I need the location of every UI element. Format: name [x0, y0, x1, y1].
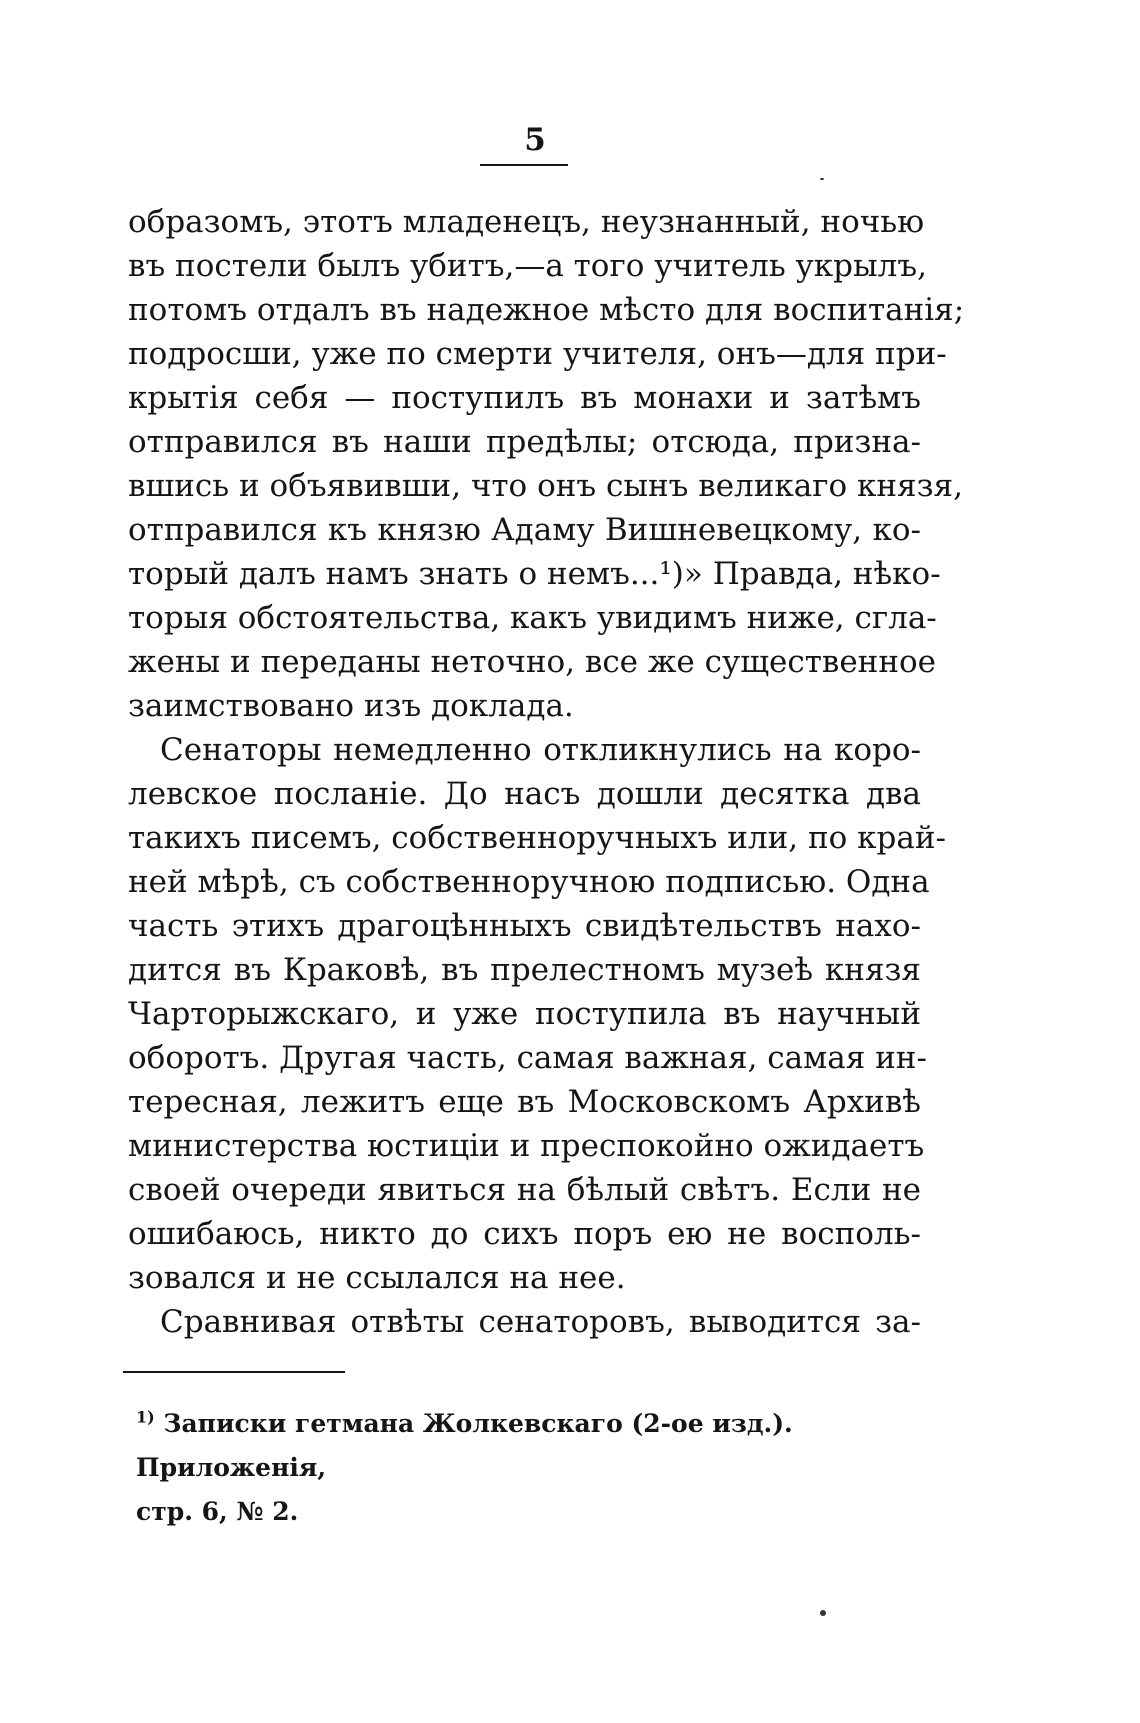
- text-line: своей очереди явиться на бѣлый свѣтъ. Если не: [128, 1172, 921, 1208]
- text-line: левское посланіе. До насъ дошли десятка два: [128, 776, 921, 812]
- footnote-line-2: стр. 6, № 2.: [136, 1497, 299, 1526]
- text-line: Сравнивая отвѣты сенаторовъ, выводится за-: [160, 1304, 921, 1340]
- text-line: вшись и объявивши, что онъ сынъ великаго князя,: [128, 468, 963, 504]
- text-line: отправился къ князю Адаму Вишневецкому, ко-: [128, 512, 921, 548]
- text-line: заимствовано изъ доклада.: [128, 688, 574, 724]
- text-line: крытія себя — поступилъ въ монахи и затѣмъ: [128, 380, 921, 416]
- footnote-rule: [123, 1371, 345, 1373]
- text-line: въ постели былъ убитъ,—а того учитель укрылъ,: [128, 248, 927, 284]
- footnote: [136, 1402, 926, 1534]
- footnote-line-1: [136, 1402, 926, 1490]
- paragraph-1: [128, 200, 965, 728]
- text-line: жены и переданы неточно, все же существенное: [128, 644, 937, 680]
- text-line: министерства юстиціи и преспокойно ожидаетъ: [128, 1128, 925, 1164]
- page-number: 5: [524, 122, 546, 158]
- paragraph-3: [128, 1300, 921, 1344]
- footnote-text: Записки гетмана Жолкевскаго (2-ое изд.). Приложенія,: [136, 1409, 793, 1482]
- text-line: торыя обстоятельства, какъ увидимъ ниже, сгла-: [128, 600, 937, 636]
- footnote-marker: 1): [136, 1407, 155, 1427]
- text-line: Чарторыжскаго, и уже поступила въ научный: [128, 996, 921, 1032]
- text-line: зовался и не ссылался на нее.: [128, 1260, 626, 1296]
- text-line: ней мѣрѣ, съ собственноручною подписью. Одна: [128, 864, 930, 900]
- text-line: отправился въ наши предѣлы; отсюда, призна-: [128, 424, 921, 460]
- text-line: потомъ отдалъ въ надежное мѣсто для воспитанія;: [128, 292, 965, 328]
- text-line: Сенаторы немедленно откликнулись на коро-: [160, 732, 921, 768]
- text-line: часть этихъ драгоцѣнныхъ свидѣтельствъ нахо-: [128, 908, 921, 944]
- text-line: тересная, лежитъ еще въ Московскомъ Архивѣ: [128, 1084, 921, 1120]
- text-line: оборотъ. Другая часть, самая важная, самая ин-: [128, 1040, 927, 1076]
- text-line: подросши, уже по смерти учителя, онъ—для при-: [128, 336, 947, 372]
- text-line: такихъ писемъ, собственноручныхъ или, по край-: [128, 820, 947, 856]
- body-text: [128, 200, 965, 1344]
- print-speck: [820, 1610, 826, 1616]
- header-rule: [480, 164, 568, 166]
- paragraph-2: [128, 728, 947, 1300]
- text-line: торый далъ намъ знать о немъ...¹)» Правда, нѣко-: [128, 556, 941, 592]
- text-line: образомъ, этотъ младенецъ, неузнанный, ночью: [128, 204, 925, 240]
- text-line: дится въ Краковѣ, въ прелестномъ музеѣ князя: [128, 952, 921, 988]
- text-line: ошибаюсь, никто до сихъ поръ ею не восполь-: [128, 1216, 921, 1252]
- print-speck: [820, 178, 824, 180]
